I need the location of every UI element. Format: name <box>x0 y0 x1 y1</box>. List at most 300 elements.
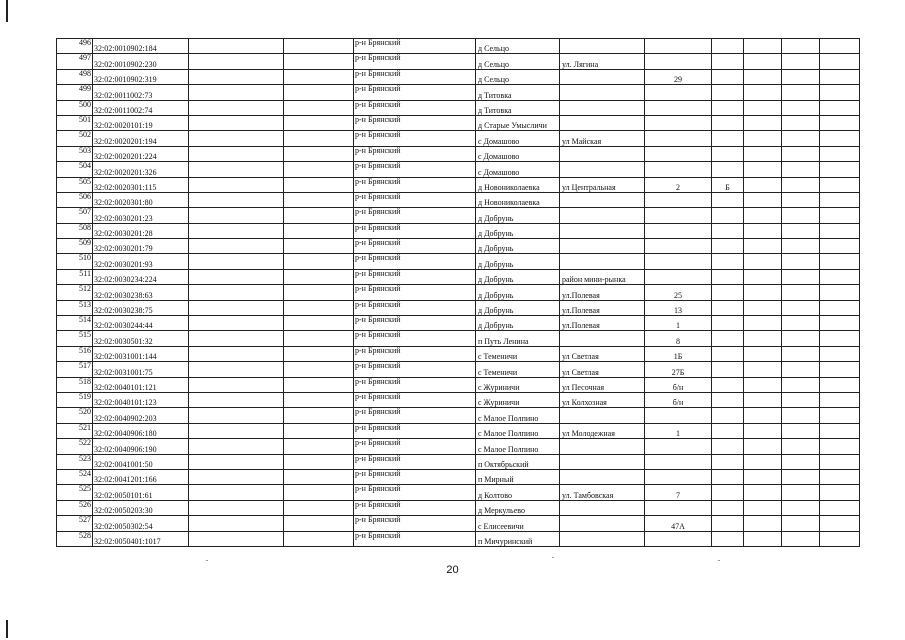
empty-cell <box>782 239 820 254</box>
empty-cell <box>284 316 354 331</box>
empty-cell <box>284 100 354 115</box>
empty-cell <box>820 254 860 269</box>
empty-cell <box>189 39 284 54</box>
scan-edge-mark-bottom <box>6 620 8 638</box>
street-cell <box>560 408 645 423</box>
empty-cell <box>189 223 284 238</box>
table-row <box>57 485 860 500</box>
empty-cell <box>284 131 354 146</box>
letter-cell <box>712 208 744 223</box>
locality-cell: с Журиничи <box>476 377 560 392</box>
empty-cell <box>744 162 782 177</box>
empty-cell <box>782 408 820 423</box>
empty-cell <box>284 469 354 484</box>
table-row <box>57 208 860 223</box>
row-number-cell: 498 <box>57 69 93 84</box>
row-number-cell: 513 <box>57 300 93 315</box>
empty-cell <box>189 192 284 207</box>
empty-cell <box>744 392 782 407</box>
house-number-cell: б/н <box>645 377 712 392</box>
empty-cell <box>189 69 284 84</box>
locality-cell: д Добрунь <box>476 208 560 223</box>
empty-cell <box>744 285 782 300</box>
street-cell <box>560 331 645 346</box>
table-row <box>57 392 860 407</box>
house-number-cell: б/н <box>645 392 712 407</box>
street-cell <box>560 531 645 546</box>
empty-cell <box>782 362 820 377</box>
letter-cell <box>712 85 744 100</box>
table-row <box>57 285 860 300</box>
letter-cell <box>712 239 744 254</box>
cadastral-number-cell: 32:02:0010902:319 <box>93 69 189 84</box>
empty-cell <box>189 208 284 223</box>
table-row <box>57 362 860 377</box>
house-number-cell: 27Б <box>645 362 712 377</box>
empty-cell <box>744 85 782 100</box>
cadastral-number-cell: 32:02:0020201:194 <box>93 131 189 146</box>
house-number-cell <box>645 131 712 146</box>
scan-edge-mark-top <box>6 0 8 22</box>
cadastral-number-cell: 32:02:0020101:19 <box>93 115 189 130</box>
locality-cell: п Октябрьский <box>476 454 560 469</box>
empty-cell <box>782 300 820 315</box>
empty-cell <box>744 454 782 469</box>
cadastral-number-cell: 32:02:0011002:73 <box>93 85 189 100</box>
locality-cell: д Добрунь <box>476 316 560 331</box>
empty-cell <box>820 439 860 454</box>
empty-cell <box>189 131 284 146</box>
scan-speck <box>552 557 554 558</box>
empty-cell <box>782 162 820 177</box>
empty-cell <box>189 485 284 500</box>
letter-cell <box>712 362 744 377</box>
locality-cell: с Елисеевичи <box>476 516 560 531</box>
empty-cell <box>189 300 284 315</box>
empty-cell <box>284 423 354 438</box>
cadastral-number-cell: 32:02:0030201:79 <box>93 239 189 254</box>
region-cell: р-н Брянский <box>354 115 476 130</box>
row-number-cell: 507 <box>57 208 93 223</box>
empty-cell <box>782 423 820 438</box>
row-number-cell: 505 <box>57 177 93 192</box>
table-row <box>57 254 860 269</box>
empty-cell <box>744 531 782 546</box>
empty-cell <box>820 346 860 361</box>
table-row <box>57 531 860 546</box>
row-number-cell: 506 <box>57 192 93 207</box>
letter-cell <box>712 39 744 54</box>
letter-cell <box>712 454 744 469</box>
table-row <box>57 377 860 392</box>
house-number-cell <box>645 439 712 454</box>
house-number-cell: 1 <box>645 423 712 438</box>
empty-cell <box>782 316 820 331</box>
cadastral-number-cell: 32:02:0040101:121 <box>93 377 189 392</box>
street-cell <box>560 239 645 254</box>
region-cell: р-н Брянский <box>354 469 476 484</box>
letter-cell <box>712 392 744 407</box>
empty-cell <box>820 192 860 207</box>
street-cell <box>560 223 645 238</box>
locality-cell: д Добрунь <box>476 300 560 315</box>
empty-cell <box>284 377 354 392</box>
street-cell: район мини-рынка <box>560 269 645 284</box>
cadastral-number-cell: 32:02:0030201:93 <box>93 254 189 269</box>
cadastral-number-cell: 32:02:0011002:74 <box>93 100 189 115</box>
empty-cell <box>284 239 354 254</box>
locality-cell: д Сельцо <box>476 54 560 69</box>
empty-cell <box>189 85 284 100</box>
locality-cell: д Меркульево <box>476 500 560 515</box>
region-cell: р-н Брянский <box>354 377 476 392</box>
row-number-cell: 516 <box>57 346 93 361</box>
locality-cell: д Добрунь <box>476 239 560 254</box>
letter-cell <box>712 192 744 207</box>
street-cell: ул Колхозная <box>560 392 645 407</box>
house-number-cell <box>645 115 712 130</box>
empty-cell <box>284 85 354 100</box>
region-cell: р-н Брянский <box>354 69 476 84</box>
cadastral-number-cell: 32:02:0020301:80 <box>93 192 189 207</box>
row-number-cell: 511 <box>57 269 93 284</box>
region-cell: р-н Брянский <box>354 131 476 146</box>
empty-cell <box>744 516 782 531</box>
empty-cell <box>744 39 782 54</box>
empty-cell <box>782 177 820 192</box>
region-cell: р-н Брянский <box>354 254 476 269</box>
empty-cell <box>284 331 354 346</box>
letter-cell <box>712 131 744 146</box>
empty-cell <box>782 69 820 84</box>
letter-cell <box>712 162 744 177</box>
empty-cell <box>284 362 354 377</box>
empty-cell <box>284 500 354 515</box>
house-number-cell <box>645 454 712 469</box>
empty-cell <box>820 54 860 69</box>
empty-cell <box>782 85 820 100</box>
empty-cell <box>189 54 284 69</box>
scan-speck <box>206 560 208 561</box>
cadastral-number-cell: 32:02:0050302:54 <box>93 516 189 531</box>
empty-cell <box>284 54 354 69</box>
empty-cell <box>782 146 820 161</box>
empty-cell <box>820 223 860 238</box>
empty-cell <box>284 254 354 269</box>
row-number-cell: 517 <box>57 362 93 377</box>
house-number-cell <box>645 239 712 254</box>
empty-cell <box>284 485 354 500</box>
house-number-cell: 7 <box>645 485 712 500</box>
locality-cell: п Путь Ленина <box>476 331 560 346</box>
cadastral-number-cell: 32:02:0030201:23 <box>93 208 189 223</box>
house-number-cell: 2 <box>645 177 712 192</box>
letter-cell <box>712 254 744 269</box>
letter-cell <box>712 423 744 438</box>
locality-cell: д Колтово <box>476 485 560 500</box>
row-number-cell: 508 <box>57 223 93 238</box>
region-cell: р-н Брянский <box>354 516 476 531</box>
region-cell: р-н Брянский <box>354 362 476 377</box>
page-number: 20 <box>446 564 459 576</box>
empty-cell <box>782 100 820 115</box>
cadastral-number-cell: 32:02:0030201:28 <box>93 223 189 238</box>
row-number-cell: 521 <box>57 423 93 438</box>
empty-cell <box>744 177 782 192</box>
street-cell <box>560 162 645 177</box>
empty-cell <box>744 469 782 484</box>
cadastral-number-cell: 32:02:0010902:230 <box>93 54 189 69</box>
street-cell <box>560 469 645 484</box>
empty-cell <box>782 254 820 269</box>
street-cell <box>560 516 645 531</box>
empty-cell <box>284 531 354 546</box>
empty-cell <box>744 316 782 331</box>
row-number-cell: 501 <box>57 115 93 130</box>
table-row <box>57 192 860 207</box>
empty-cell <box>782 223 820 238</box>
letter-cell <box>712 500 744 515</box>
locality-cell: п Мирный <box>476 469 560 484</box>
street-cell: ул Майская <box>560 131 645 146</box>
street-cell <box>560 454 645 469</box>
region-cell: р-н Брянский <box>354 408 476 423</box>
table-row <box>57 239 860 254</box>
empty-cell <box>782 469 820 484</box>
row-number-cell: 512 <box>57 285 93 300</box>
empty-cell <box>820 362 860 377</box>
empty-cell <box>744 331 782 346</box>
empty-cell <box>820 239 860 254</box>
empty-cell <box>782 269 820 284</box>
table-row <box>57 54 860 69</box>
letter-cell <box>712 485 744 500</box>
empty-cell <box>782 285 820 300</box>
cadastral-number-cell: 32:02:0040902:203 <box>93 408 189 423</box>
empty-cell <box>284 192 354 207</box>
row-number-cell: 510 <box>57 254 93 269</box>
region-cell: р-н Брянский <box>354 346 476 361</box>
empty-cell <box>744 223 782 238</box>
locality-cell: д Новониколаевка <box>476 177 560 192</box>
street-cell: ул. Тамбовская <box>560 485 645 500</box>
table-row <box>57 331 860 346</box>
empty-cell <box>744 423 782 438</box>
letter-cell <box>712 54 744 69</box>
street-cell: ул.Полевая <box>560 300 645 315</box>
locality-cell: д Добрунь <box>476 223 560 238</box>
empty-cell <box>820 377 860 392</box>
cadastral-number-cell: 32:02:0031001:144 <box>93 346 189 361</box>
row-number-cell: 518 <box>57 377 93 392</box>
empty-cell <box>820 300 860 315</box>
letter-cell <box>712 69 744 84</box>
region-cell: р-н Брянский <box>354 454 476 469</box>
letter-cell <box>712 408 744 423</box>
empty-cell <box>782 208 820 223</box>
empty-cell <box>284 454 354 469</box>
locality-cell: с Малое Полпино <box>476 439 560 454</box>
empty-cell <box>820 500 860 515</box>
empty-cell <box>744 300 782 315</box>
table-row <box>57 100 860 115</box>
region-cell: р-н Брянский <box>354 177 476 192</box>
empty-cell <box>820 408 860 423</box>
house-number-cell <box>645 408 712 423</box>
empty-cell <box>284 39 354 54</box>
region-cell: р-н Брянский <box>354 392 476 407</box>
region-cell: р-н Брянский <box>354 208 476 223</box>
empty-cell <box>744 239 782 254</box>
empty-cell <box>744 254 782 269</box>
letter-cell <box>712 377 744 392</box>
locality-cell: д Добрунь <box>476 285 560 300</box>
row-number-cell: 515 <box>57 331 93 346</box>
empty-cell <box>189 408 284 423</box>
region-cell: р-н Брянский <box>354 223 476 238</box>
region-cell: р-н Брянский <box>354 54 476 69</box>
empty-cell <box>820 177 860 192</box>
table-row <box>57 300 860 315</box>
row-number-cell: 500 <box>57 100 93 115</box>
street-cell: ул.Полевая <box>560 316 645 331</box>
house-number-cell <box>645 146 712 161</box>
table-row <box>57 500 860 515</box>
house-number-cell <box>645 223 712 238</box>
house-number-cell <box>645 192 712 207</box>
empty-cell <box>189 254 284 269</box>
empty-cell <box>189 269 284 284</box>
empty-cell <box>189 454 284 469</box>
house-number-cell: 47А <box>645 516 712 531</box>
empty-cell <box>820 331 860 346</box>
locality-cell: с Домашово <box>476 146 560 161</box>
table-row <box>57 269 860 284</box>
row-number-cell: 525 <box>57 485 93 500</box>
empty-cell <box>284 69 354 84</box>
cadastral-number-cell: 32:02:0020201:326 <box>93 162 189 177</box>
table-row <box>57 469 860 484</box>
empty-cell <box>744 408 782 423</box>
locality-cell: д Новониколаевка <box>476 192 560 207</box>
house-number-cell: 25 <box>645 285 712 300</box>
empty-cell <box>782 39 820 54</box>
empty-cell <box>782 131 820 146</box>
empty-cell <box>284 177 354 192</box>
empty-cell <box>782 531 820 546</box>
locality-cell: с Теменичи <box>476 362 560 377</box>
empty-cell <box>189 439 284 454</box>
empty-cell <box>284 346 354 361</box>
locality-cell: с Домашово <box>476 162 560 177</box>
region-cell: р-н Брянский <box>354 162 476 177</box>
letter-cell <box>712 316 744 331</box>
letter-cell <box>712 331 744 346</box>
region-cell: р-н Брянский <box>354 531 476 546</box>
row-number-cell: 499 <box>57 85 93 100</box>
empty-cell <box>189 285 284 300</box>
row-number-cell: 528 <box>57 531 93 546</box>
house-number-cell: 1Б <box>645 346 712 361</box>
cadastral-number-cell: 32:02:0030234:224 <box>93 269 189 284</box>
empty-cell <box>744 115 782 130</box>
empty-cell <box>189 146 284 161</box>
street-cell: ул Песочная <box>560 377 645 392</box>
empty-cell <box>820 316 860 331</box>
street-cell <box>560 115 645 130</box>
empty-cell <box>782 392 820 407</box>
street-cell <box>560 100 645 115</box>
empty-cell <box>189 331 284 346</box>
house-number-cell <box>645 85 712 100</box>
empty-cell <box>284 208 354 223</box>
locality-cell: п Мичуринский <box>476 531 560 546</box>
letter-cell <box>712 100 744 115</box>
row-number-cell: 527 <box>57 516 93 531</box>
empty-cell <box>744 192 782 207</box>
empty-cell <box>189 500 284 515</box>
table-row <box>57 516 860 531</box>
empty-cell <box>189 239 284 254</box>
cadastral-number-cell: 32:02:0040906:180 <box>93 423 189 438</box>
house-number-cell: 1 <box>645 316 712 331</box>
empty-cell <box>820 392 860 407</box>
house-number-cell <box>645 269 712 284</box>
house-number-cell <box>645 162 712 177</box>
region-cell: р-н Брянский <box>354 85 476 100</box>
empty-cell <box>782 377 820 392</box>
empty-cell <box>782 331 820 346</box>
table-row <box>57 454 860 469</box>
letter-cell <box>712 300 744 315</box>
locality-cell: с Малое Полпино <box>476 423 560 438</box>
street-cell: ул Центральная <box>560 177 645 192</box>
empty-cell <box>284 439 354 454</box>
house-number-cell <box>645 39 712 54</box>
house-number-cell: 29 <box>645 69 712 84</box>
empty-cell <box>189 362 284 377</box>
empty-cell <box>189 100 284 115</box>
table-row <box>57 69 860 84</box>
house-number-cell: 8 <box>645 331 712 346</box>
row-number-cell: 497 <box>57 54 93 69</box>
empty-cell <box>820 423 860 438</box>
row-number-cell: 523 <box>57 454 93 469</box>
empty-cell <box>820 485 860 500</box>
house-number-cell <box>645 54 712 69</box>
cadastral-number-cell: 32:02:0031001:75 <box>93 362 189 377</box>
empty-cell <box>284 285 354 300</box>
house-number-cell: 13 <box>645 300 712 315</box>
empty-cell <box>820 85 860 100</box>
row-number-cell: 496 <box>57 39 93 54</box>
row-number-cell: 503 <box>57 146 93 161</box>
letter-cell <box>712 115 744 130</box>
empty-cell <box>820 131 860 146</box>
empty-cell <box>189 531 284 546</box>
empty-cell <box>284 408 354 423</box>
region-cell: р-н Брянский <box>354 192 476 207</box>
locality-cell: д Старые Умысличи <box>476 115 560 130</box>
empty-cell <box>189 516 284 531</box>
letter-cell <box>712 516 744 531</box>
empty-cell <box>284 223 354 238</box>
table-row <box>57 177 860 192</box>
empty-cell <box>820 516 860 531</box>
empty-cell <box>284 300 354 315</box>
empty-cell <box>782 454 820 469</box>
empty-cell <box>189 316 284 331</box>
